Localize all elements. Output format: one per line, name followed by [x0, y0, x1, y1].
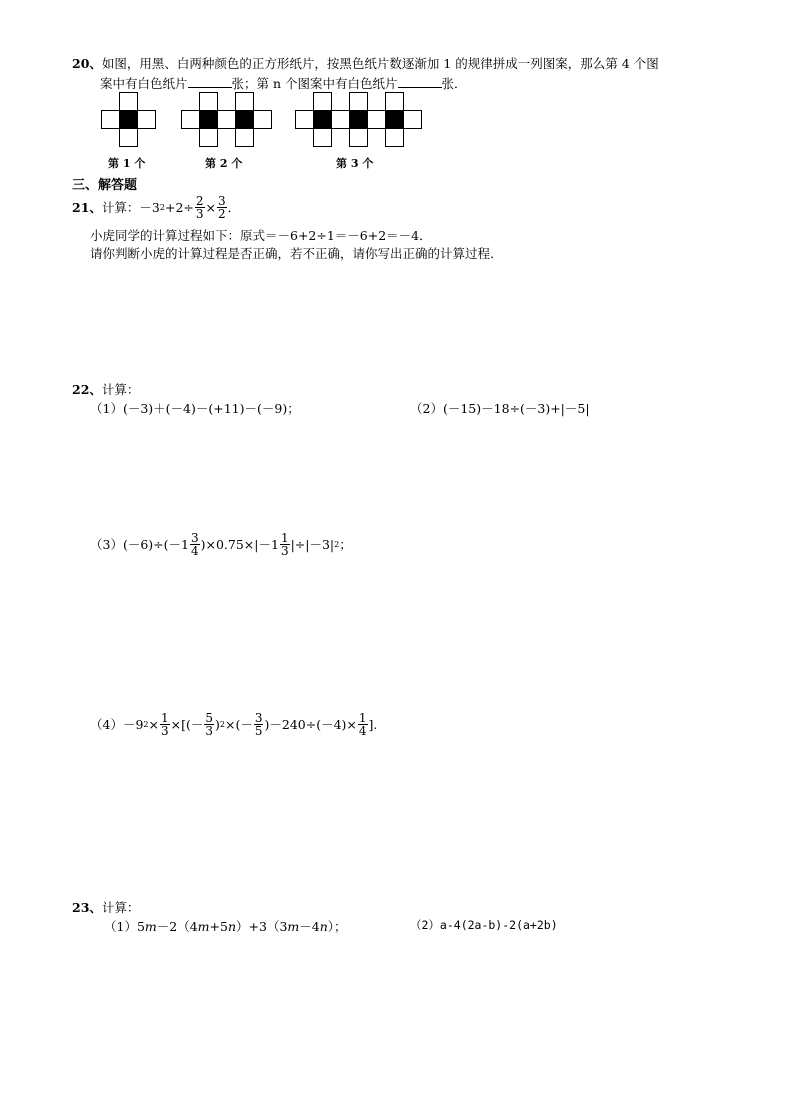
- q22-p4-f4-den: 4: [358, 723, 367, 738]
- figure-3-white-square: [314, 93, 332, 111]
- q21-frac1-den: 3: [195, 206, 204, 221]
- section-title: 三、解答题: [72, 178, 138, 193]
- q22-p4-f: )－240÷(－4)×: [264, 717, 357, 732]
- figure-1-white-square: [120, 129, 138, 147]
- figure-2-white-square: [182, 111, 200, 129]
- figure-3-white-square: [350, 129, 368, 147]
- q23-part1: [104, 917, 347, 935]
- q22-p4-a: （4）－9: [90, 717, 144, 732]
- q22-p4-b: ×: [148, 716, 159, 732]
- q22-part2: （2）(－15)－18÷(－3)+|－5|: [410, 401, 590, 416]
- q22-p4-f1-num: 1: [160, 710, 169, 725]
- q22-p3-b: )×0.75×|－1: [200, 537, 279, 552]
- figure-3-white-square: [368, 111, 386, 129]
- figure-3-white-square: [314, 129, 332, 147]
- figure-2-white-square: [236, 129, 254, 147]
- q20-blank-2[interactable]: [398, 75, 442, 88]
- q22-p3-f2-den: 3: [280, 543, 289, 558]
- q21-expr-b: +2÷: [164, 199, 194, 215]
- q22-p3-c: |÷|－3|: [290, 537, 335, 552]
- q22-p4-f2-den: 3: [205, 723, 213, 738]
- q23-p1-b: －2（4: [156, 919, 198, 934]
- q22-p4-exponent-2: 2: [219, 719, 225, 729]
- q20-figure-group: [102, 93, 422, 147]
- figure-3-white-square: [386, 93, 404, 111]
- figure-2-white-square: [254, 111, 272, 129]
- q20-figure-3-label: 第 3 个: [336, 157, 374, 170]
- q22-part3: [90, 526, 352, 562]
- q21-fraction-2: [217, 195, 227, 220]
- q22-p4-f2-num: 5: [205, 710, 213, 725]
- q22-part4: [90, 706, 377, 742]
- q22-p3-a: （3）(－6)÷(－1: [90, 537, 189, 552]
- figure-3-white-square: [332, 111, 350, 129]
- figure-2-white-square: [218, 111, 236, 129]
- q23-p1-var-m1: m: [144, 919, 157, 934]
- q22-p4-f4-num: 1: [358, 710, 367, 725]
- q22-p3-f1-den: 4: [190, 543, 199, 558]
- q20-text-a: 案中有白色纸片: [100, 76, 188, 91]
- q22-p4-fraction-1: [160, 712, 170, 737]
- q22-header: [72, 380, 139, 398]
- q22-p3-fraction-1: [190, 532, 200, 557]
- figure-3-white-square: [350, 93, 368, 111]
- q22-p4-f1-den: 3: [160, 723, 169, 738]
- q21-frac1-num: 2: [195, 193, 204, 208]
- q23-p1-var-n2: n: [319, 919, 328, 934]
- figure-1-white-square: [138, 111, 156, 129]
- q23-p1-var-n1: n: [227, 919, 237, 934]
- q22-p4-fraction-4: [358, 712, 368, 737]
- q22-p4-f3-den: 5: [254, 723, 263, 738]
- figure-2-black-square: [200, 111, 218, 129]
- q21-line3: 请你判断小虎的计算过程是否正确，若不正确，请你写出正确的计算过程．: [90, 246, 503, 261]
- q21-line2: 小虎同学的计算过程如下：原式＝－6+2÷1＝－6+2＝－4．: [90, 228, 432, 243]
- q21-times: ×: [205, 199, 216, 215]
- q22-p3-d: ；: [339, 537, 352, 552]
- q20-line1: [72, 54, 659, 72]
- q22-p3-exponent: 2: [334, 539, 340, 549]
- q22-p4-exponent-1: 2: [143, 719, 149, 729]
- q22-p3-f1-num: 3: [190, 530, 199, 545]
- q23-p1-a: （1）5: [104, 919, 145, 934]
- figure-3-black-square: [386, 111, 404, 129]
- q21-frac2-num: 3: [218, 193, 226, 208]
- q21-period: ．: [227, 200, 241, 215]
- q22-p4-g: ].: [368, 716, 378, 732]
- figure-2-white-square: [200, 129, 218, 147]
- q21-prefix: 计算：: [101, 200, 140, 215]
- q20-blank-1[interactable]: [188, 75, 232, 88]
- q22-p3-f2-num: 1: [280, 530, 289, 545]
- q22-p4-d: ): [215, 716, 220, 732]
- q23-p1-d: ）+3（3: [236, 919, 288, 934]
- q20-line2: [100, 74, 467, 92]
- figure-1-white-square: [120, 93, 138, 111]
- q23-header: [72, 898, 139, 916]
- q21-line1: [72, 190, 240, 224]
- q21-fraction-1: [195, 195, 205, 220]
- q23-p1-var-m2: m: [197, 919, 210, 934]
- q23-part2: （2）a-4(2a-b)-2(a+2b): [410, 918, 558, 932]
- figure-2-black-square: [236, 111, 254, 129]
- q22-p3-fraction-2: [280, 532, 290, 557]
- q21-frac2-den: 2: [218, 206, 226, 221]
- figure-3-white-square: [404, 111, 422, 129]
- q20-pattern-figures: [95, 92, 425, 152]
- figure-2-white-square: [236, 93, 254, 111]
- q20-number: 20、: [72, 56, 102, 71]
- q20-text-b: 张；第 n 个图案中有白色纸片: [231, 76, 398, 91]
- figure-3-black-square: [314, 111, 332, 129]
- figure-2-white-square: [200, 93, 218, 111]
- q23-p1-var-m3: m: [287, 919, 300, 934]
- q23-number: 23、: [72, 900, 102, 915]
- q20-figure-1-label: 第 1 个: [108, 157, 146, 170]
- figure-3-black-square: [350, 111, 368, 129]
- q20-figure-2-label: 第 2 个: [205, 157, 243, 170]
- figure-1-black-square: [120, 111, 138, 129]
- q22-p4-c: ×[(－: [170, 717, 204, 732]
- q22-prefix: 计算：: [101, 382, 140, 397]
- q23-p1-f: ）；: [327, 919, 347, 934]
- figure-3-white-square: [296, 111, 314, 129]
- q21-number: 21、: [72, 200, 102, 215]
- q21-expr-a: －3: [139, 200, 160, 215]
- q23-prefix: 计算：: [101, 900, 140, 915]
- q20-text-line1: 如图，用黑、白两种颜色的正方形纸片，按黑色纸片数逐渐加 1 的规律拼成一列图案，那么第 4 个图: [101, 56, 659, 71]
- q20-text-c: 张．: [441, 76, 467, 91]
- q22-p4-e: ×(－: [224, 717, 253, 732]
- figure-3-white-square: [386, 129, 404, 147]
- q23-p1-e: －4: [299, 919, 320, 934]
- q23-p1-c: +5: [209, 919, 228, 934]
- q22-p4-fraction-3: [254, 712, 264, 737]
- figure-1-white-square: [102, 111, 120, 129]
- q22-number: 22、: [72, 382, 102, 397]
- q22-p4-f3-num: 3: [254, 710, 263, 725]
- q22-part1: （1）(－3)＋(－4)－(+11)－(－9)；: [90, 401, 300, 416]
- q22-p4-fraction-2: [204, 712, 214, 737]
- q21-exponent: 2: [159, 202, 165, 212]
